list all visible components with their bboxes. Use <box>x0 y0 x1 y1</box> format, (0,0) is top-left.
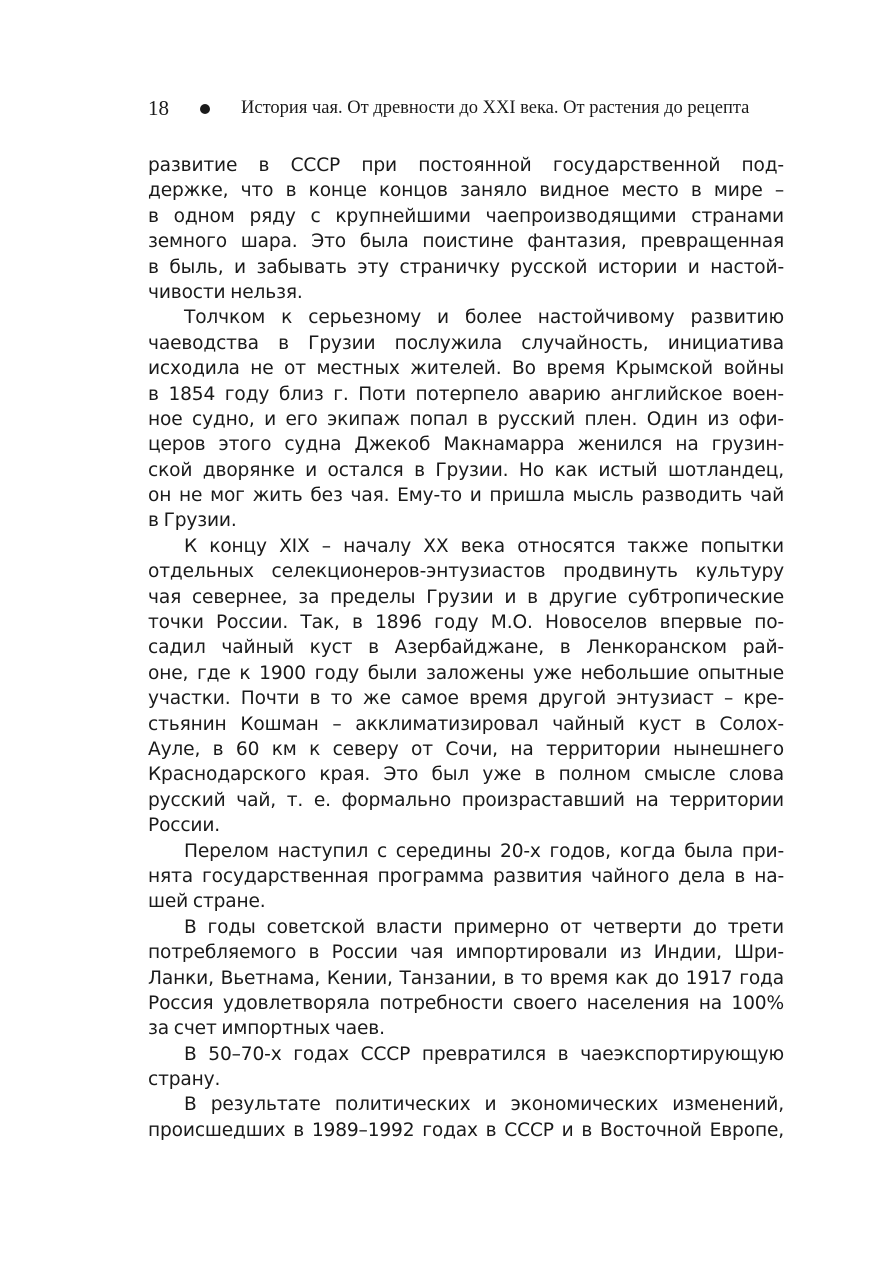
text-line: В результате политических и экономических изменений, <box>184 1094 784 1116</box>
text-line: Россия удовлетворяла потребности своего населения на 100% <box>148 992 784 1014</box>
text-line: оне, где к 1900 году были заложены уже небольшие опытные <box>148 662 784 684</box>
text-line: происшедших в 1989–1992 годах в СССР и в Восточной Европе, <box>148 1119 784 1141</box>
text-line: России. <box>148 815 221 837</box>
text-line: за счет импортных чаев. <box>148 1018 385 1040</box>
text-line: в быль, и забывать эту страничку русской истории и настой- <box>148 256 784 278</box>
text-line: чивости нельзя. <box>148 281 303 303</box>
text-line: К концу XIX – началу XX века относятся также попытки <box>184 535 784 557</box>
paragraph <box>148 153 784 305</box>
text-line: церов этого судна Джекоб Макнамарра женился на грузин- <box>148 434 784 456</box>
text-line: держке, что в конце концов заняло видное место в мире – <box>148 180 784 202</box>
text-line: в Грузии. <box>148 510 237 532</box>
text-line: потребляемого в России чая импортировали из Индии, Шри- <box>148 942 784 964</box>
text-line: В 50–70-х годах СССР превратился в чаеэкспортирующую <box>184 1043 784 1065</box>
paragraph <box>148 1042 784 1093</box>
paragraph <box>148 839 784 915</box>
page-number: 18 <box>148 96 169 120</box>
paragraph <box>148 915 784 1042</box>
text-line: ской дворянке и остался в Грузии. Но как истый шотландец, <box>148 459 784 481</box>
text-line: Перелом наступил с середины 20-х годов, когда была при- <box>184 840 784 862</box>
text-line: исходила не от местных жителей. Во время Крымской войны <box>148 358 784 380</box>
bullet-separator-icon <box>200 104 210 114</box>
text-line: страну. <box>148 1069 221 1091</box>
text-line: чаеводства в Грузии послужила случайность, инициатива <box>148 332 784 354</box>
text-line: Ланки, Вьетнама, Кении, Танзании, в то время как до 1917 года <box>148 967 784 989</box>
text-line: русский чай, т. е. формально произраставший на территории <box>148 789 784 811</box>
text-line: участки. Почти в то же самое время другой энтузиаст – кре- <box>148 688 784 710</box>
text-line: он не мог жить без чая. Ему-то и пришла мысль разводить чай <box>148 485 784 507</box>
paragraph <box>148 1092 784 1143</box>
text-line: стьянин Кошман – акклиматизировал чайный куст в Солох- <box>148 713 784 735</box>
text-line: В годы советской власти примерно от четверти до трети <box>184 916 784 938</box>
text-line: ное судно, и его экипаж попал в русский плен. Один из офи- <box>148 408 784 430</box>
text-line: точки России. Так, в 1896 году М.О. Новоселов впервые по- <box>148 612 784 634</box>
paragraph <box>148 305 784 534</box>
text-line: развитие в СССР при постоянной государственной под- <box>148 155 784 176</box>
text-line: Толчком к серьезному и более настойчивому развитию <box>184 307 784 329</box>
running-header <box>148 96 788 124</box>
text-line: земного шара. Это была поистине фантазия, превращенная <box>148 231 784 253</box>
body-text <box>148 153 784 1143</box>
running-title: История чая. От древности до XXI века. От растения до рецепта <box>241 98 750 118</box>
paragraph <box>148 534 784 839</box>
text-line: в 1854 году близ г. Поти потерпело аварию английское воен- <box>148 383 784 405</box>
text-line: садил чайный куст в Азербайджане, в Ленкоранском рай- <box>148 637 784 659</box>
text-line: Ауле, в 60 км к северу от Сочи, на территории нынешнего <box>148 738 784 760</box>
text-line: отдельных селекционеров-энтузиастов продвинуть культуру <box>148 561 784 583</box>
text-line: нята государственная программа развития чайного дела в на- <box>148 865 784 887</box>
text-line: в одном ряду с крупнейшими чаепроизводящими странами <box>148 205 784 227</box>
text-line: чая севернее, за пределы Грузии и в другие субтропические <box>148 586 784 608</box>
text-line: шей стране. <box>148 891 266 913</box>
text-line: Краснодарского края. Это был уже в полном смысле слова <box>148 764 784 786</box>
